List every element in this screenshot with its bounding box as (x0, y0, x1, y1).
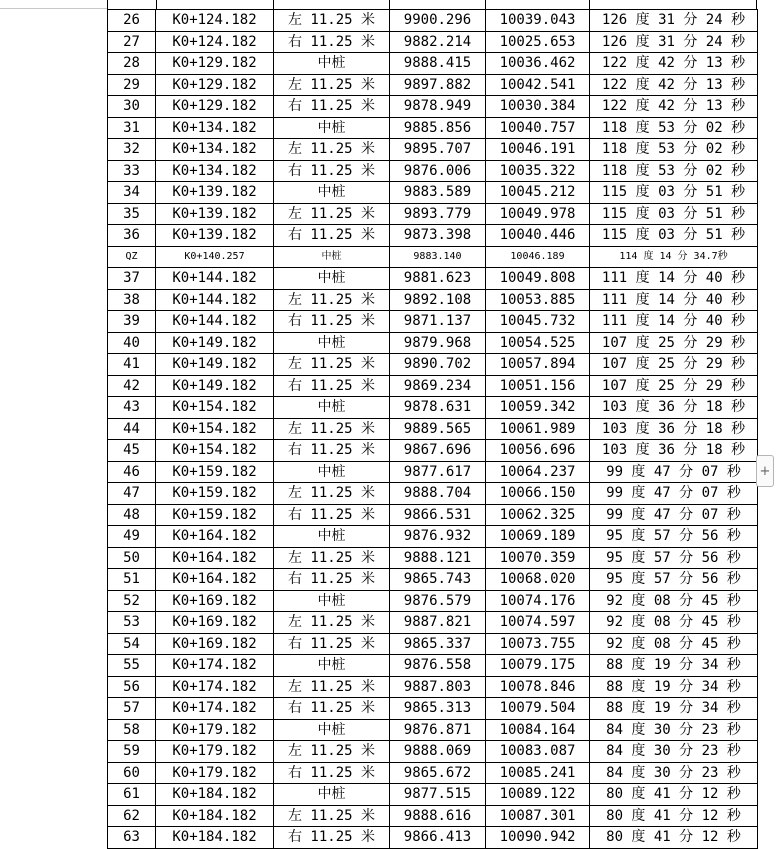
y-coordinate-cell[interactable]: 10084.164 (486, 719, 590, 741)
y-coordinate-cell[interactable]: 10078.846 (486, 676, 590, 698)
table-row (108, 483, 758, 505)
table-row (108, 827, 758, 849)
azimuth-angle-cell[interactable]: 126 度 31 分 24 秒 (590, 10, 758, 32)
position-cell[interactable]: 左 11.25 米 (274, 612, 390, 634)
position-cell[interactable]: 左 11.25 米 (274, 354, 390, 376)
row-number-cell[interactable]: 30 (108, 96, 156, 118)
position-cell[interactable]: 左 11.25 米 (274, 139, 390, 161)
row-number-cell[interactable]: 48 (108, 504, 156, 526)
y-coordinate-cell[interactable]: 10068.020 (486, 569, 590, 591)
y-coordinate-cell[interactable]: 10025.653 (486, 31, 590, 53)
row-number-cell[interactable]: 52 (108, 590, 156, 612)
table-row (108, 526, 758, 548)
station-cell[interactable]: K0+164.182 (156, 526, 274, 548)
x-coordinate-cell[interactable]: 9900.296 (390, 10, 486, 32)
position-cell[interactable]: 右 11.25 米 (274, 375, 390, 397)
azimuth-angle-cell[interactable]: 103 度 36 分 18 秒 (590, 418, 758, 440)
table-row (108, 354, 758, 376)
station-cell[interactable]: K0+139.182 (156, 203, 274, 225)
y-coordinate-cell[interactable]: 10056.696 (486, 440, 590, 462)
row-number-cell[interactable]: 37 (108, 268, 156, 290)
position-cell[interactable]: 左 11.25 米 (274, 676, 390, 698)
x-coordinate-cell[interactable]: 9882.214 (390, 31, 486, 53)
y-coordinate-cell[interactable]: 10066.150 (486, 483, 590, 505)
table-row (108, 53, 758, 75)
azimuth-angle-cell[interactable]: 103 度 36 分 18 秒 (590, 397, 758, 419)
row-number-cell[interactable]: 50 (108, 547, 156, 569)
azimuth-angle-cell[interactable]: 84 度 30 分 23 秒 (590, 719, 758, 741)
y-coordinate-cell[interactable]: 10087.301 (486, 805, 590, 827)
table-row (108, 805, 758, 827)
station-cell[interactable]: K0+124.182 (156, 31, 274, 53)
x-coordinate-cell[interactable]: 9893.779 (390, 203, 486, 225)
x-coordinate-cell[interactable]: 9885.856 (390, 117, 486, 139)
x-coordinate-cell[interactable]: 9883.589 (390, 182, 486, 204)
row-number-cell[interactable]: 56 (108, 676, 156, 698)
position-cell[interactable]: 右 11.25 米 (274, 698, 390, 720)
azimuth-angle-cell[interactable]: 80 度 41 分 12 秒 (590, 784, 758, 806)
row-number-cell[interactable]: 59 (108, 741, 156, 763)
y-coordinate-cell[interactable]: 10090.942 (486, 827, 590, 849)
table-row (108, 139, 758, 161)
y-coordinate-cell[interactable]: 10064.237 (486, 461, 590, 483)
position-cell[interactable]: 中桩 (274, 246, 390, 268)
station-cell[interactable]: K0+154.182 (156, 440, 274, 462)
table-row (108, 246, 758, 268)
position-cell[interactable]: 中桩 (274, 461, 390, 483)
azimuth-angle-cell[interactable]: 95 度 57 分 56 秒 (590, 526, 758, 548)
y-coordinate-cell[interactable]: 10069.189 (486, 526, 590, 548)
table-row (108, 31, 758, 53)
azimuth-angle-cell[interactable]: 122 度 42 分 13 秒 (590, 96, 758, 118)
x-coordinate-cell[interactable]: 9892.108 (390, 289, 486, 311)
row-number-cell[interactable]: 53 (108, 612, 156, 634)
position-cell[interactable]: 中桩 (274, 53, 390, 75)
table-row (108, 225, 758, 247)
position-cell[interactable]: 左 11.25 米 (274, 418, 390, 440)
row-number-cell[interactable]: 26 (108, 10, 156, 32)
x-coordinate-cell[interactable]: 9888.069 (390, 741, 486, 763)
position-cell[interactable]: 右 11.25 米 (274, 569, 390, 591)
azimuth-angle-cell[interactable]: 92 度 08 分 45 秒 (590, 612, 758, 634)
table-row (108, 590, 758, 612)
position-cell[interactable]: 右 11.25 米 (274, 762, 390, 784)
table-row (108, 182, 758, 204)
x-coordinate-cell[interactable]: 9887.821 (390, 612, 486, 634)
x-coordinate-cell[interactable]: 9871.137 (390, 311, 486, 333)
row-number-cell[interactable]: 60 (108, 762, 156, 784)
table-row (108, 676, 758, 698)
azimuth-angle-cell[interactable]: 118 度 53 分 02 秒 (590, 160, 758, 182)
position-cell[interactable]: 左 11.25 米 (274, 547, 390, 569)
table-body (108, 10, 758, 849)
add-column-button[interactable] (756, 455, 774, 487)
y-coordinate-cell[interactable]: 10030.384 (486, 96, 590, 118)
x-coordinate-cell[interactable]: 9888.704 (390, 483, 486, 505)
table-row (108, 397, 758, 419)
x-coordinate-cell[interactable]: 9887.803 (390, 676, 486, 698)
x-coordinate-cell[interactable]: 9876.558 (390, 655, 486, 677)
azimuth-angle-cell[interactable]: 111 度 14 分 40 秒 (590, 311, 758, 333)
position-cell[interactable]: 中桩 (274, 182, 390, 204)
row-number-cell[interactable]: 49 (108, 526, 156, 548)
row-number-cell[interactable]: 45 (108, 440, 156, 462)
y-coordinate-cell[interactable]: 10061.989 (486, 418, 590, 440)
y-coordinate-cell[interactable]: 10045.732 (486, 311, 590, 333)
row-number-cell[interactable]: 35 (108, 203, 156, 225)
x-coordinate-cell[interactable]: 9873.398 (390, 225, 486, 247)
station-cell[interactable]: K0+140.257 (156, 246, 274, 268)
table-row (108, 160, 758, 182)
x-coordinate-cell[interactable]: 9866.413 (390, 827, 486, 849)
x-coordinate-cell[interactable]: 9881.623 (390, 268, 486, 290)
position-cell[interactable]: 右 11.25 米 (274, 225, 390, 247)
azimuth-angle-cell[interactable]: 115 度 03 分 51 秒 (590, 203, 758, 225)
row-number-cell[interactable]: 28 (108, 53, 156, 75)
azimuth-angle-cell[interactable]: 122 度 42 分 13 秒 (590, 53, 758, 75)
coordinate-table (107, 9, 758, 849)
station-cell[interactable]: K0+134.182 (156, 139, 274, 161)
x-coordinate-cell[interactable]: 9883.140 (390, 246, 486, 268)
station-cell[interactable]: K0+179.182 (156, 719, 274, 741)
station-cell[interactable]: K0+144.182 (156, 289, 274, 311)
row-number-cell[interactable]: 41 (108, 354, 156, 376)
table-row (108, 332, 758, 354)
station-cell[interactable]: K0+164.182 (156, 547, 274, 569)
table-row (108, 440, 758, 462)
azimuth-angle-cell[interactable]: 122 度 42 分 13 秒 (590, 74, 758, 96)
y-coordinate-cell[interactable]: 10059.342 (486, 397, 590, 419)
position-cell[interactable]: 右 11.25 米 (274, 827, 390, 849)
position-cell[interactable]: 中桩 (274, 117, 390, 139)
x-coordinate-cell[interactable]: 9865.313 (390, 698, 486, 720)
y-coordinate-cell[interactable]: 10046.189 (486, 246, 590, 268)
x-coordinate-cell[interactable]: 9869.234 (390, 375, 486, 397)
azimuth-angle-cell[interactable]: 99 度 47 分 07 秒 (590, 504, 758, 526)
page-top-rule (0, 8, 108, 9)
position-cell[interactable]: 右 11.25 米 (274, 311, 390, 333)
station-cell[interactable]: K0+159.182 (156, 483, 274, 505)
x-coordinate-cell[interactable]: 9888.415 (390, 53, 486, 75)
station-cell[interactable]: K0+184.182 (156, 805, 274, 827)
station-cell[interactable]: K0+154.182 (156, 418, 274, 440)
position-cell[interactable]: 左 11.25 米 (274, 10, 390, 32)
row-number-cell[interactable]: 55 (108, 655, 156, 677)
y-coordinate-cell[interactable]: 10085.241 (486, 762, 590, 784)
row-number-cell[interactable]: 27 (108, 31, 156, 53)
y-coordinate-cell[interactable]: 10079.504 (486, 698, 590, 720)
table-row (108, 10, 758, 32)
y-coordinate-cell[interactable]: 10074.176 (486, 590, 590, 612)
station-cell[interactable]: K0+134.182 (156, 160, 274, 182)
row-number-cell[interactable]: 34 (108, 182, 156, 204)
azimuth-angle-cell[interactable]: 99 度 47 分 07 秒 (590, 483, 758, 505)
row-number-cell[interactable]: 58 (108, 719, 156, 741)
row-number-cell[interactable]: 46 (108, 461, 156, 483)
row-number-cell[interactable]: 47 (108, 483, 156, 505)
row-number-cell[interactable]: 54 (108, 633, 156, 655)
position-cell[interactable]: 左 11.25 米 (274, 805, 390, 827)
azimuth-angle-cell[interactable]: 88 度 19 分 34 秒 (590, 655, 758, 677)
x-coordinate-cell[interactable]: 9867.696 (390, 440, 486, 462)
position-cell[interactable]: 中桩 (274, 719, 390, 741)
plus-icon: + (759, 464, 771, 479)
position-cell[interactable]: 中桩 (274, 332, 390, 354)
station-cell[interactable]: K0+144.182 (156, 311, 274, 333)
station-cell[interactable]: K0+184.182 (156, 784, 274, 806)
azimuth-angle-cell[interactable]: 111 度 14 分 40 秒 (590, 268, 758, 290)
table-row (108, 96, 758, 118)
row-number-cell[interactable]: 44 (108, 418, 156, 440)
station-cell[interactable]: K0+154.182 (156, 397, 274, 419)
azimuth-angle-cell[interactable]: 88 度 19 分 34 秒 (590, 676, 758, 698)
azimuth-angle-cell[interactable]: 99 度 47 分 07 秒 (590, 461, 758, 483)
x-coordinate-cell[interactable]: 9865.743 (390, 569, 486, 591)
table-row (108, 203, 758, 225)
azimuth-angle-cell[interactable]: 103 度 36 分 18 秒 (590, 440, 758, 462)
position-cell[interactable]: 中桩 (274, 590, 390, 612)
x-coordinate-cell[interactable]: 9877.515 (390, 784, 486, 806)
position-cell[interactable]: 左 11.25 米 (274, 74, 390, 96)
station-cell[interactable]: K0+179.182 (156, 741, 274, 763)
station-cell[interactable]: K0+149.182 (156, 332, 274, 354)
row-number-cell[interactable]: 42 (108, 375, 156, 397)
position-cell[interactable]: 中桩 (274, 655, 390, 677)
azimuth-angle-cell[interactable]: 92 度 08 分 45 秒 (590, 633, 758, 655)
table-row (108, 418, 758, 440)
position-cell[interactable]: 中桩 (274, 526, 390, 548)
y-coordinate-cell[interactable]: 10049.808 (486, 268, 590, 290)
row-number-cell[interactable]: 61 (108, 784, 156, 806)
azimuth-angle-cell[interactable]: 118 度 53 分 02 秒 (590, 139, 758, 161)
table-row (108, 612, 758, 634)
station-cell[interactable]: K0+169.182 (156, 612, 274, 634)
x-coordinate-cell[interactable]: 9865.672 (390, 762, 486, 784)
azimuth-angle-cell[interactable]: 88 度 19 分 34 秒 (590, 698, 758, 720)
row-number-cell[interactable]: QZ (108, 246, 156, 268)
azimuth-angle-cell[interactable]: 107 度 25 分 29 秒 (590, 354, 758, 376)
row-number-cell[interactable]: 36 (108, 225, 156, 247)
table-row (108, 547, 758, 569)
x-coordinate-cell[interactable]: 9877.617 (390, 461, 486, 483)
station-cell[interactable]: K0+149.182 (156, 354, 274, 376)
row-number-cell[interactable]: 63 (108, 827, 156, 849)
y-coordinate-cell[interactable]: 10039.043 (486, 10, 590, 32)
x-coordinate-cell[interactable]: 9889.565 (390, 418, 486, 440)
y-coordinate-cell[interactable]: 10062.325 (486, 504, 590, 526)
station-cell[interactable]: K0+129.182 (156, 96, 274, 118)
position-cell[interactable]: 右 11.25 米 (274, 96, 390, 118)
table-row (108, 504, 758, 526)
y-coordinate-cell[interactable]: 10036.462 (486, 53, 590, 75)
row-number-cell[interactable]: 38 (108, 289, 156, 311)
row-number-cell[interactable]: 32 (108, 139, 156, 161)
position-cell[interactable]: 左 11.25 米 (274, 483, 390, 505)
y-coordinate-cell[interactable]: 10070.359 (486, 547, 590, 569)
station-cell[interactable]: K0+139.182 (156, 225, 274, 247)
station-cell[interactable]: K0+129.182 (156, 53, 274, 75)
x-coordinate-cell[interactable]: 9879.968 (390, 332, 486, 354)
y-coordinate-cell[interactable]: 10042.541 (486, 74, 590, 96)
position-cell[interactable]: 左 11.25 米 (274, 203, 390, 225)
station-cell[interactable]: K0+174.182 (156, 655, 274, 677)
x-coordinate-cell[interactable]: 9888.616 (390, 805, 486, 827)
station-cell[interactable]: K0+184.182 (156, 827, 274, 849)
station-cell[interactable]: K0+169.182 (156, 633, 274, 655)
x-coordinate-cell[interactable]: 9866.531 (390, 504, 486, 526)
position-cell[interactable]: 中桩 (274, 784, 390, 806)
x-coordinate-cell[interactable]: 9897.882 (390, 74, 486, 96)
y-coordinate-cell[interactable]: 10089.122 (486, 784, 590, 806)
azimuth-angle-cell[interactable]: 118 度 53 分 02 秒 (590, 117, 758, 139)
x-coordinate-cell[interactable]: 9865.337 (390, 633, 486, 655)
y-coordinate-cell[interactable]: 10053.885 (486, 289, 590, 311)
y-coordinate-cell[interactable]: 10049.978 (486, 203, 590, 225)
azimuth-angle-cell[interactable]: 114 度 14 分 34.7秒 (590, 246, 758, 268)
y-coordinate-cell[interactable]: 10079.175 (486, 655, 590, 677)
position-cell[interactable]: 左 11.25 米 (274, 741, 390, 763)
table-row (108, 375, 758, 397)
table-row (108, 74, 758, 96)
station-cell[interactable]: K0+169.182 (156, 590, 274, 612)
table-row (108, 741, 758, 763)
station-cell[interactable]: K0+129.182 (156, 74, 274, 96)
x-coordinate-cell[interactable]: 9876.006 (390, 160, 486, 182)
table-row (108, 117, 758, 139)
row-number-cell[interactable]: 51 (108, 569, 156, 591)
position-cell[interactable]: 左 11.25 米 (274, 289, 390, 311)
azimuth-angle-cell[interactable]: 95 度 57 分 56 秒 (590, 547, 758, 569)
x-coordinate-cell[interactable]: 9895.707 (390, 139, 486, 161)
station-cell[interactable]: K0+149.182 (156, 375, 274, 397)
station-cell[interactable]: K0+174.182 (156, 698, 274, 720)
row-number-cell[interactable]: 57 (108, 698, 156, 720)
station-cell[interactable]: K0+144.182 (156, 268, 274, 290)
position-cell[interactable]: 右 11.25 米 (274, 440, 390, 462)
azimuth-angle-cell[interactable]: 92 度 08 分 45 秒 (590, 590, 758, 612)
row-number-cell[interactable]: 40 (108, 332, 156, 354)
station-cell[interactable]: K0+179.182 (156, 762, 274, 784)
y-coordinate-cell[interactable]: 10046.191 (486, 139, 590, 161)
azimuth-angle-cell[interactable]: 80 度 41 分 12 秒 (590, 805, 758, 827)
station-cell[interactable]: K0+159.182 (156, 504, 274, 526)
x-coordinate-cell[interactable]: 9890.702 (390, 354, 486, 376)
position-cell[interactable]: 中桩 (274, 268, 390, 290)
azimuth-angle-cell[interactable]: 107 度 25 分 29 秒 (590, 332, 758, 354)
azimuth-angle-cell[interactable]: 111 度 14 分 40 秒 (590, 289, 758, 311)
y-coordinate-cell[interactable]: 10073.755 (486, 633, 590, 655)
y-coordinate-cell[interactable]: 10074.597 (486, 612, 590, 634)
x-coordinate-cell[interactable]: 9876.932 (390, 526, 486, 548)
position-cell[interactable]: 右 11.25 米 (274, 633, 390, 655)
station-cell[interactable]: K0+139.182 (156, 182, 274, 204)
station-cell[interactable]: K0+164.182 (156, 569, 274, 591)
table-top-edge (107, 0, 757, 9)
y-coordinate-cell[interactable]: 10035.322 (486, 160, 590, 182)
azimuth-angle-cell[interactable]: 80 度 41 分 12 秒 (590, 827, 758, 849)
table-row (108, 655, 758, 677)
azimuth-angle-cell[interactable]: 84 度 30 分 23 秒 (590, 741, 758, 763)
table-row (108, 633, 758, 655)
azimuth-angle-cell[interactable]: 115 度 03 分 51 秒 (590, 225, 758, 247)
x-coordinate-cell[interactable]: 9876.579 (390, 590, 486, 612)
table-row (108, 268, 758, 290)
y-coordinate-cell[interactable]: 10057.894 (486, 354, 590, 376)
station-cell[interactable]: K0+159.182 (156, 461, 274, 483)
row-number-cell[interactable]: 39 (108, 311, 156, 333)
x-coordinate-cell[interactable]: 9878.631 (390, 397, 486, 419)
row-number-cell[interactable]: 31 (108, 117, 156, 139)
table-row (108, 461, 758, 483)
position-cell[interactable]: 右 11.25 米 (274, 31, 390, 53)
azimuth-angle-cell[interactable]: 84 度 30 分 23 秒 (590, 762, 758, 784)
azimuth-angle-cell[interactable]: 107 度 25 分 29 秒 (590, 375, 758, 397)
y-coordinate-cell[interactable]: 10054.525 (486, 332, 590, 354)
station-cell[interactable]: K0+174.182 (156, 676, 274, 698)
x-coordinate-cell[interactable]: 9878.949 (390, 96, 486, 118)
y-coordinate-cell[interactable]: 10051.156 (486, 375, 590, 397)
x-coordinate-cell[interactable]: 9888.121 (390, 547, 486, 569)
table-row (108, 719, 758, 741)
station-cell[interactable]: K0+124.182 (156, 10, 274, 32)
row-number-cell[interactable]: 33 (108, 160, 156, 182)
x-coordinate-cell[interactable]: 9876.871 (390, 719, 486, 741)
azimuth-angle-cell[interactable]: 115 度 03 分 51 秒 (590, 182, 758, 204)
row-number-cell[interactable]: 62 (108, 805, 156, 827)
position-cell[interactable]: 右 11.25 米 (274, 504, 390, 526)
position-cell[interactable]: 右 11.25 米 (274, 160, 390, 182)
table-row (108, 784, 758, 806)
row-number-cell[interactable]: 43 (108, 397, 156, 419)
table-row (108, 698, 758, 720)
y-coordinate-cell[interactable]: 10040.757 (486, 117, 590, 139)
row-number-cell[interactable]: 29 (108, 74, 156, 96)
table-row (108, 569, 758, 591)
y-coordinate-cell[interactable]: 10040.446 (486, 225, 590, 247)
y-coordinate-cell[interactable]: 10045.212 (486, 182, 590, 204)
station-cell[interactable]: K0+134.182 (156, 117, 274, 139)
y-coordinate-cell[interactable]: 10083.087 (486, 741, 590, 763)
table-row (108, 289, 758, 311)
position-cell[interactable]: 中桩 (274, 397, 390, 419)
table-row (108, 762, 758, 784)
azimuth-angle-cell[interactable]: 95 度 57 分 56 秒 (590, 569, 758, 591)
azimuth-angle-cell[interactable]: 126 度 31 分 24 秒 (590, 31, 758, 53)
table-row (108, 311, 758, 333)
